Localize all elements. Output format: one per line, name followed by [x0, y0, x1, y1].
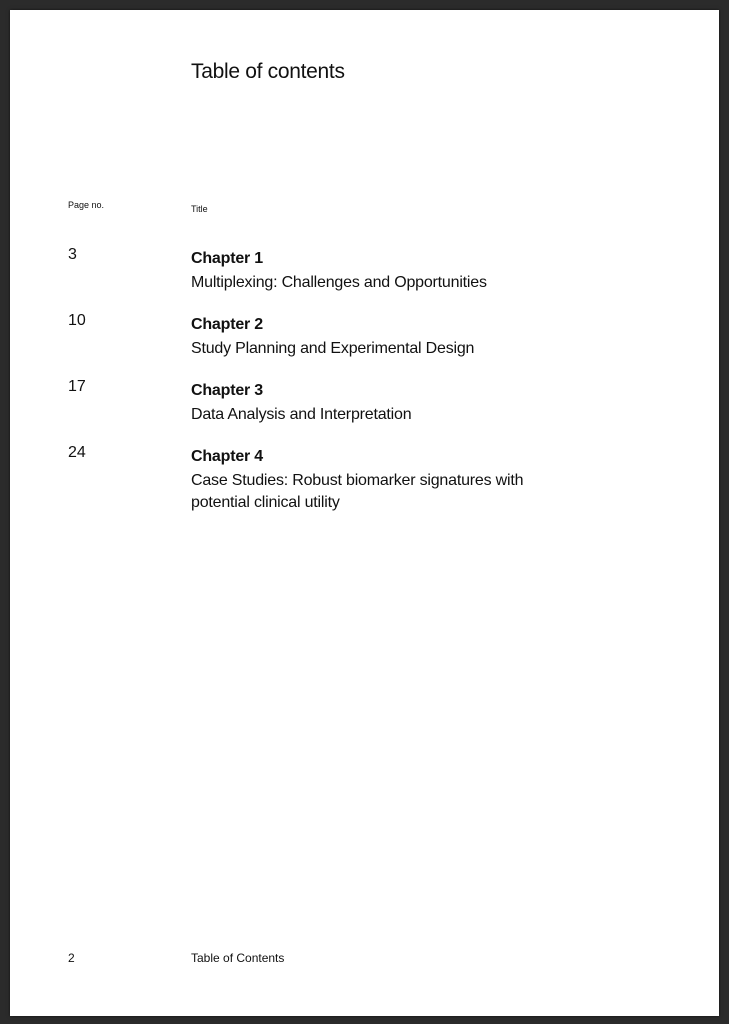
page-title: Table of contents: [191, 60, 345, 83]
toc-chapter-title: Study Planning and Experimental Design: [191, 340, 475, 357]
toc-chapter-label: Chapter 3: [191, 382, 263, 399]
toc-page-number: 3: [68, 246, 77, 263]
toc-page-number: 10: [68, 312, 86, 329]
toc-chapter-label: Chapter 2: [191, 316, 263, 333]
toc-page-number: 17: [68, 378, 86, 395]
footer-page-number: 2: [68, 951, 75, 965]
document-page: [10, 10, 719, 1016]
toc-chapter-title: Multiplexing: Challenges and Opportunities: [191, 274, 487, 291]
toc-chapter-title: Data Analysis and Interpretation: [191, 406, 412, 423]
toc-chapter-title: Case Studies: Robust biomarker signatures with potential clinical utility: [191, 472, 524, 511]
toc-chapter-label: Chapter 1: [191, 250, 263, 267]
title-column-header: Title: [191, 204, 208, 214]
toc-page-number: 24: [68, 444, 86, 461]
page-number-column-header: Page no.: [68, 200, 105, 210]
toc-chapter-label: Chapter 4: [191, 448, 263, 465]
footer-section-label: Table of Contents: [191, 951, 285, 965]
